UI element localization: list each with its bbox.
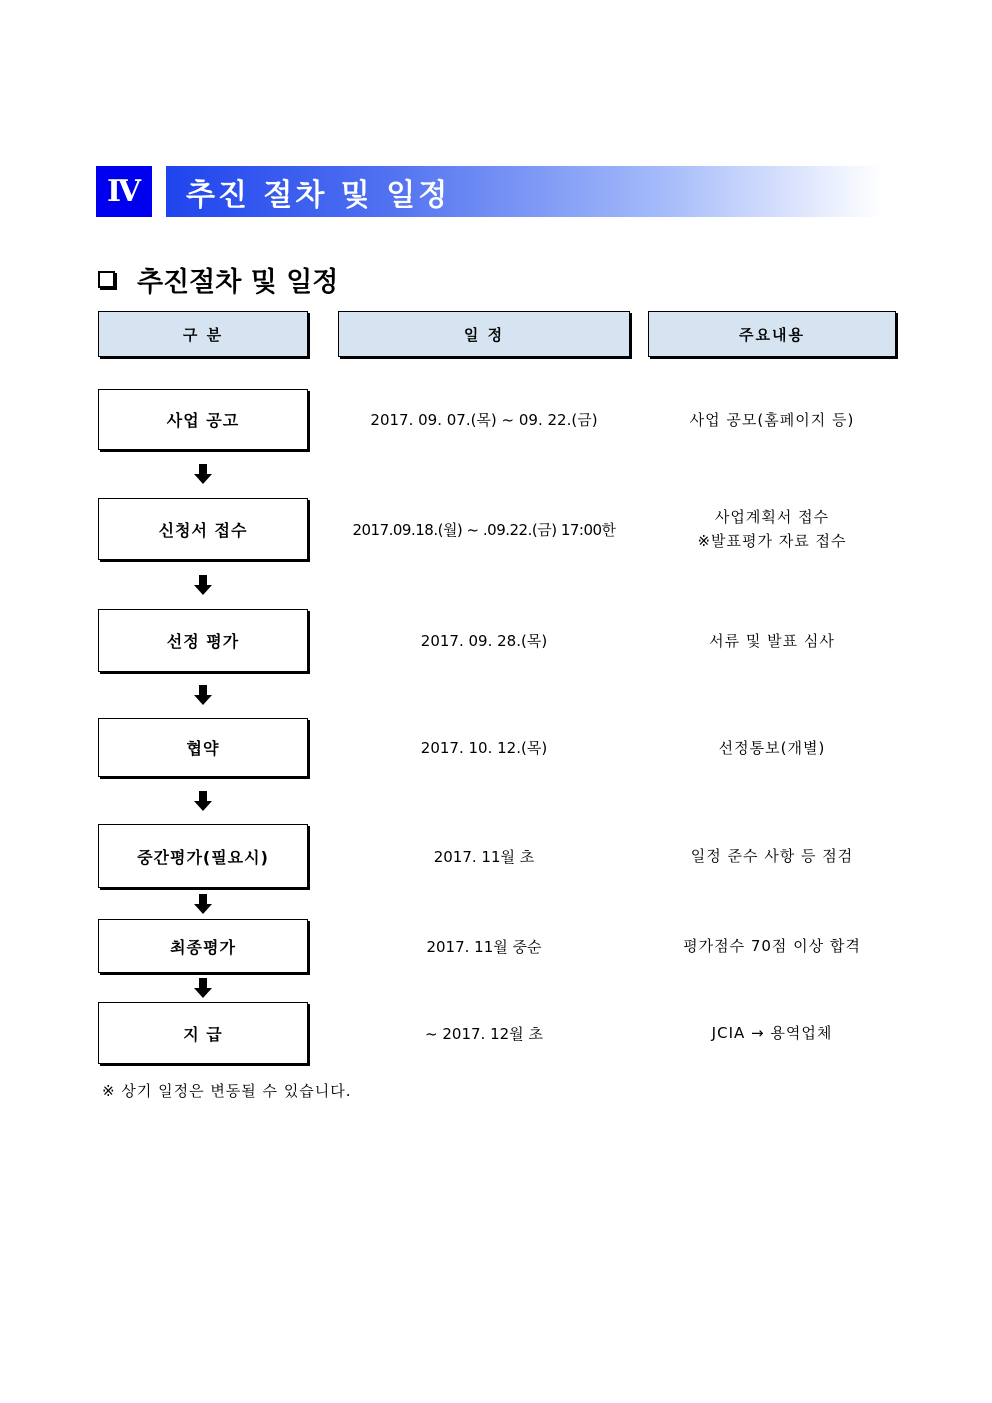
schedule-note: ※ 상기 일정은 변동될 수 있습니다. xyxy=(102,1082,352,1100)
section-number: Ⅳ xyxy=(96,166,152,217)
stage-box: 중간평가(필요시) xyxy=(98,824,308,888)
schedule-text: 2017. 09. 07.(목) ~ 09. 22.(금) xyxy=(370,411,598,429)
content-line: 평가점수 70점 이상 합격 xyxy=(683,937,861,955)
content-text xyxy=(648,389,896,450)
header-content: 주요내용 xyxy=(648,311,896,357)
header-schedule: 일 정 xyxy=(338,311,630,357)
content-text xyxy=(648,718,896,777)
content-line: JCIA → 용역업체 xyxy=(711,1024,833,1042)
stage-box: 선정 평가 xyxy=(98,609,308,672)
content-text xyxy=(648,919,896,973)
content-line: 사업계획서 접수 xyxy=(714,508,830,526)
schedule-text: 2017.09.18.(월) ~ .09.22.(금) 17:00한 xyxy=(352,520,616,539)
schedule-text: 2017. 09. 28.(목) xyxy=(420,632,548,650)
content-text xyxy=(648,498,896,560)
square-bullet-icon xyxy=(98,271,115,288)
schedule-text: 2017. 10. 12.(목) xyxy=(420,739,548,757)
content-text xyxy=(648,1002,896,1064)
stage-box: 사업 공고 xyxy=(98,389,308,450)
stage-box: 신청서 접수 xyxy=(98,498,308,560)
header-stage: 구 분 xyxy=(98,311,308,357)
down-arrow-icon xyxy=(194,978,212,998)
schedule-text: 2017. 11월 중순 xyxy=(426,937,542,956)
stage-box: 협약 xyxy=(98,718,308,777)
content-line: 서류 및 발표 심사 xyxy=(709,631,835,650)
stage-box: 지 급 xyxy=(98,1002,308,1064)
content-line: 일정 준수 사항 등 점검 xyxy=(690,847,854,865)
down-arrow-icon xyxy=(194,575,212,595)
subheading-text: 추진절차 및 일정 xyxy=(137,266,339,298)
stage-box: 최종평가 xyxy=(98,919,308,973)
content-line: ※발표평가 자료 접수 xyxy=(697,532,847,550)
section-title-bar xyxy=(166,166,882,217)
schedule-text: ~ 2017. 12월 초 xyxy=(425,1024,543,1043)
down-arrow-icon xyxy=(194,791,212,811)
schedule-text: 2017. 11월 초 xyxy=(433,847,535,866)
content-text xyxy=(648,824,896,888)
content-line: 사업 공모(홈페이지 등) xyxy=(689,410,855,429)
subheading xyxy=(98,258,338,300)
content-line: 선정통보(개별) xyxy=(718,738,826,757)
down-arrow-icon xyxy=(194,894,212,914)
section-title: 추진 절차 및 일정 xyxy=(186,177,451,213)
down-arrow-icon xyxy=(194,464,212,484)
down-arrow-icon xyxy=(194,685,212,705)
content-text xyxy=(648,609,896,672)
